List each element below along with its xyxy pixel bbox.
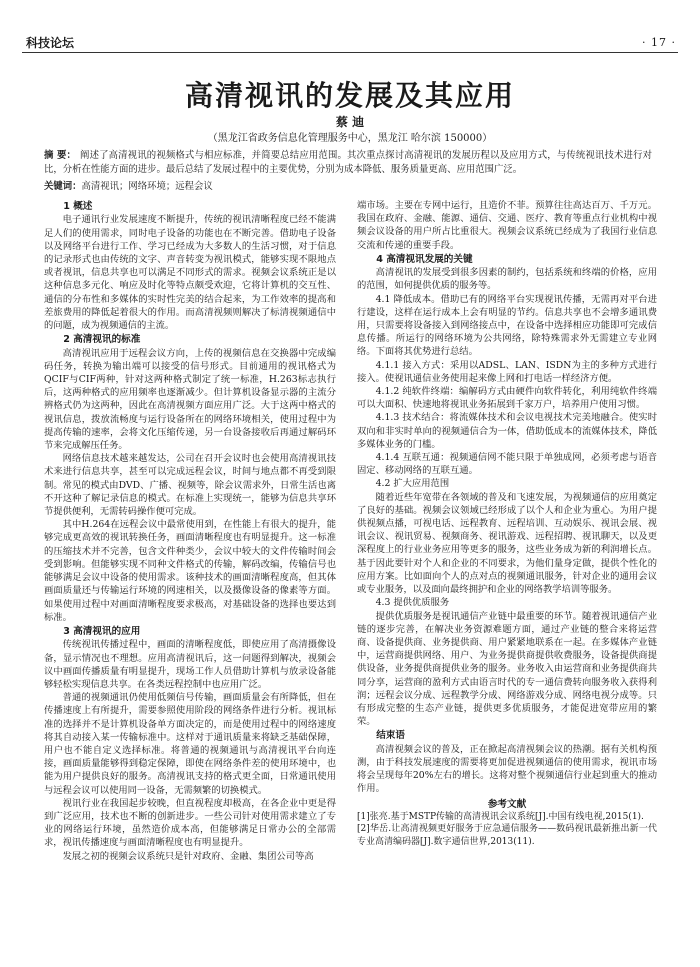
paragraph: 4.1.3 技术结合：将流媒体技术和会议电视技术完美地融合。使实时双向和非实时单向的视频通信合为一体，借助低成本的流媒体技术，降低多媒体业务的门槛。	[357, 412, 657, 450]
article-affiliation: （黑龙江省政务信息化管理服务中心，黑龙江 哈尔滨 150000）	[207, 133, 493, 144]
section-heading: 3 高清视讯的应用	[63, 625, 141, 637]
right-column	[357, 199, 657, 849]
abstract-text: 阐述了高清视讯的视频格式与相应标准，并简要总结应用范围。其次重点探讨高清视讯的发展历程以及应用方式，与传统视讯技术进行对比，分析在性能方面的进步。最后总结了发展过程中的主要优势，分别为成本降低、服务质量更高、应用范围广泛。	[44, 150, 652, 175]
abstract	[44, 149, 652, 177]
subsection-heading: 4.2 扩大应用范围	[375, 478, 450, 490]
keywords	[44, 180, 652, 194]
reference-item: [1]张亮.基于MSTP传输的高清视讯会议系统[J].中国有线电视,2015(1).	[357, 811, 644, 822]
paragraph: 电子通讯行业发展速度不断提升，传统的视讯清晰程度已经不能满足人们的使用需求，同时电子设备的功能也在不断完善。借助电子设备以及网络平台进行工作、学习已经成为大多数人的生活习惯，对于信息的记录形式也由传统的文字、声音转变为视讯模式，能够实现不限地点或者视讯，信息共享也可以满足不同形式的需求。视频会议系统正是以这种信息多元化、响应及时化等特点颇受欢迎，它将计算机的交互性、通信的分布性和多媒体的实时性完美的结合起来，为工作效率的提高和差旅费用的降低起着很大的作用。而高清视频则解决了标清视频通信中的问题，成为视频通信的主流。	[44, 214, 336, 332]
paragraph: 高清视讯应用于远程会议方向，上传的视频信息在交换器中完成编码任务，转换为输出端可以接受的信号形式。目前通用的视讯格式为QCIF与CIF两种，针对这两种格式制定了统一标准，H.263标志执行后，这两种格式的应用频率也逐渐减少。但计算机设备显示器的主流分辨格式仍为这两种，因此在高清视频方面应用广泛。大于这两中格式的视讯信息，拨放流畅度与运行设备所在的网络环境相关，使用过程中为提高传输的速率，会将文化压缩传递，另一台设备接收后再通过解码环节来完成解压任务。	[44, 347, 336, 452]
section-heading: 1 概述	[63, 201, 93, 212]
reference-item: [2]华岳.让高清视频更好服务于应急通信服务——数码视讯最新推出新一代专业高清编码器[J].数字通信世界,2013(11).	[357, 824, 657, 847]
references-heading: 参考文献	[487, 798, 527, 810]
page-number: · 17 ·	[642, 36, 676, 49]
paragraph: 4.1.4 互联互通：视频通信网不能只限于单独成网，必须考虑与语音固定、移动网络的互联互通。	[357, 452, 657, 477]
section-heading: 4 高清视讯发展的关键	[376, 253, 473, 265]
header-divider	[22, 52, 678, 53]
subsection-heading: 4.3 提供优质服务	[375, 597, 450, 609]
paragraph: 视讯行业在我国起步较晚，但直视程度却极高，在各企业中更是得到广泛应用，技术也不断的创新进步。一些公司针对使用需求建立了专业的网络运行环境，虽然造价成本高，但能够满足日常办公的全部需求，视讯传播速度与画面清晰程度也有明显提升。	[44, 797, 336, 849]
journal-section: 科技论坛	[26, 36, 75, 50]
paragraph: 高清视频会议的普及，正在掀起高清视频会议的热潮。据有关机构预测，由于科技发展速度的需要将更加促进视频通信的使用需求，视讯市场将会呈现每年20%左右的增长。这将对整个视频通信行业起到重大的推动作用。	[357, 743, 657, 795]
keywords-label: 关键词：	[44, 181, 82, 192]
article-title: 高清视讯的发展及其应用	[184, 79, 515, 112]
paragraph: 发展之初的视频会议系统只是针对政府、金融、集团公司等高	[62, 850, 314, 862]
paragraph: 普通的视频通讯仍使用低频信号传输，画面质量会有所降低，但在传播速度上有所提升，需要参照使用阶段的网络条件进行分析。视讯标准的选择并不是计算机设备单方面决定的，而是使用过程中的网络速度将其自动接入某一传输标准中。这样对于通讯质量来将缺乏基础保障，用户也不能自定义选择标准。将普通的视频通讯与高清视讯平台向连接，画面质量能够得到稳定保障，即使在网络条件差的使用环境中，也能为用户提供良好的服务。高清视讯支持的格式更全面，日常通讯使用与远程会议可以使用同一设备，无需频繁的切换模式。	[44, 692, 336, 796]
paragraph: 4.1 降低成本。借助已有的网络平台实现视讯传播，无需再对平台进行建设，这样在运行成本上会有明显的节约。信息共享也不会增多通讯费用，只需要将设备接入到网络接点中，在设备中选择相应功能即可完成信息传播。所运行的网络环境为公共网络，除特殊需求外无需建立专业网络。下面将其优势进行总结。	[357, 293, 657, 358]
section-heading: 2 高清视讯的标准	[63, 334, 141, 346]
paragraph: 提供优质服务是视讯通信产业链中最重要的环节。随着视讯通信产业链的逐步完善，在解决业务资源难题方面，通过产业链的整合来将运营商、设备提供商、业务提供商、用户紧紧地联系在一起。在多媒体产业链中，运营商提供网络、用户、为业务提供商提供收费服务，设备提供商提供设备，业务提供商提供业务的服务。业务收入由运营商和业务提供商共同分享，运营商的盈利方式由语言时代的专一通信费转向服务收入获得利润；远程会议分成、远程教学分成、网络游戏分成、网络电视分成等。只有形成完整的生态产业链，提供更多优质服务，才能促进宽带应用的繁荣。	[357, 610, 657, 728]
paragraph: 高清视讯的发展受到很多因素的制约，包括系统和终端的价格，应用的范围，如何提供优质的服务等。	[357, 267, 657, 292]
paragraph: 随着近些年宽带在各领域的普及和飞速发展，为视频通信的应用奠定了良好的基础。视频会议领域已经形成了以个人和企业为重心。为用户提供视频点播，可视电话、远程教育、远程培训、互动娱乐、视讯会展、视讯会议、视讯贸易、视频商务、视讯游戏、远程招聘、视讯聊天，以及更深程度上的行业业务应用等更多的服务，这些业务成为新的利润增长点。基于因此要针对个人和企业的不同要求，为他们量身定做，提供个性化的应用方案。比如面向个人的点对点的视频通讯服务，针对企业的通用会议或专业服务，以及面向最终拥护和企业的网络教学培训等服务。	[357, 491, 657, 596]
paragraph: 其中H.264在远程会议中最常使用到，在性能上有很大的提升，能够完成更高效的视讯转换任务，画面清晰程度也有明显提升。这一标准的压缩技术并不完善，包含文件种类少，会议中较大的文件传输时间会受到影响。但能够实现不同种文件格式的传输，解码改编，传输信号也能够满足会议中设备的使用需求。该种技术的画面清晰程度高，但其体画面质量还与传输运行环境的网速相关，以及摄像设备的像素等方面。如果使用过程中对画面清晰程度要求极高，对基础设备的选择也要达到标准。	[44, 519, 336, 623]
paragraph: 网络信息技术越来越发达，公司在召开会议时也会使用高清视讯技术来进行信息共享，甚至可以完成远程会议，时间与地点都不再受到限制。常见的模式由DVD、广播、视频等，除会议需求外，日常生活也离不开这种了解记录信息的模式。在标准上实现统一，能够为信息共享环节提供便利，无需转码操作便可完成。	[44, 453, 336, 518]
page-header	[22, 30, 678, 50]
paragraph: 4.1.1 接入方式：采用以ADSL、LAN、ISDN为主的多种方式进行接入。使视讯通信业务使用起来像上网和打电话一样经济方便。	[357, 359, 657, 384]
paragraph: 传统视讯传播过程中，画面的清晰程度低，即使应用了高清摄像设备，显示情况也不理想。应用高清视讯后，这一问题得到解决，视频会议中画面传播质量有明显提升，现场工作人员借助计算机与放录设备能够轻松实现信息共享。在各类远程控制中也应用广泛。	[44, 639, 336, 690]
abstract-label: 摘 要：	[44, 150, 77, 161]
paragraph: 端市场。主要在专网中运行，且造价不菲。预算往往高达百万、千万元。我国在政府、金融、能源、通信、交通、医疗、教育等重点行业机构中视频会议设备的用户所占比重很大。视频会议系统已经成为了我国行业信息交流和传递的重要手段。	[357, 200, 657, 251]
article-author: 蔡 迪	[335, 115, 365, 129]
paragraph: 4.1.2 纯软件终端：编解码方式由硬件向软件转化，利用纯软件终端可以大面积、快速地将视讯业务拓展到千家万户，培养用户使用习惯。	[357, 386, 657, 411]
left-column	[44, 199, 336, 863]
keywords-text: 高清视讯；网络环境；远程会议	[81, 181, 213, 192]
conclusion-heading: 结束语	[376, 730, 405, 742]
